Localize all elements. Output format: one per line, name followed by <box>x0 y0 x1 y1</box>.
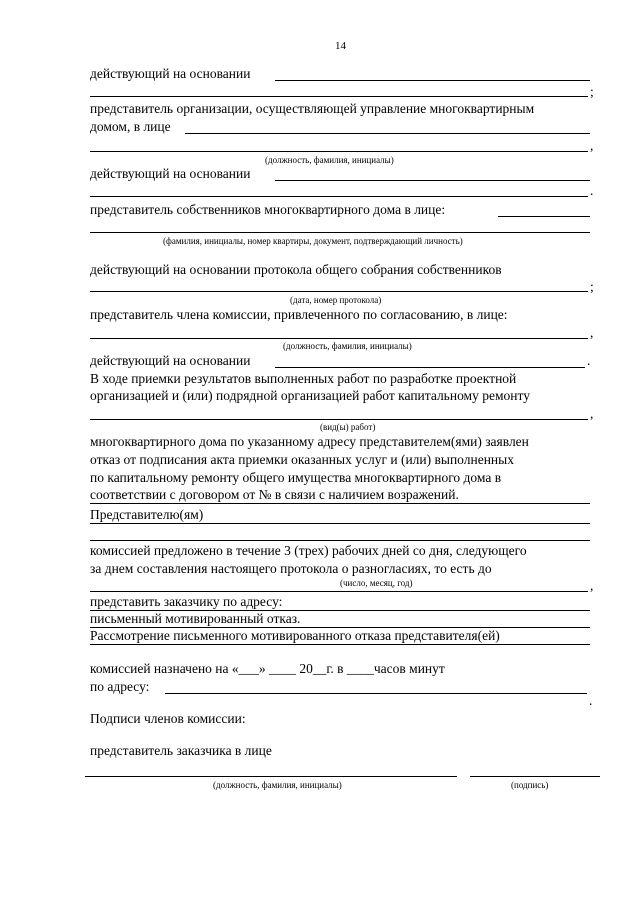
line-basis-2: действующий на основании <box>90 166 251 181</box>
caption-date: (число, месяц, год) <box>340 578 413 588</box>
punct: , <box>590 406 594 421</box>
blank-line <box>185 133 590 134</box>
blank-line <box>90 591 588 592</box>
blank-line <box>90 644 590 645</box>
blank-line <box>90 523 590 524</box>
punct: , <box>590 138 594 153</box>
line-signatures-title: Подписи членов комиссии: <box>90 711 246 726</box>
caption-owner-details: (фамилия, инициалы, номер квартиры, документ, подтверждающий личность) <box>163 236 463 246</box>
line-by-address: по адресу: <box>90 679 150 694</box>
para-refusal-1: многоквартирного дома по указанному адресу представителем(ями) заявлен <box>90 434 529 449</box>
line-owners-rep: представитель собственников многоквартирного дома в лице: <box>90 202 446 217</box>
line-basis-3: действующий на основании <box>90 353 251 368</box>
punct: . <box>589 693 593 708</box>
blank-line <box>165 693 587 694</box>
punct: , <box>590 578 594 593</box>
para-refusal-4: соответствии с договором от № в связи с наличием возражений. <box>90 487 459 502</box>
line-customer-rep: представитель заказчика в лице <box>90 743 272 758</box>
blank-line <box>90 96 588 97</box>
blank-line <box>90 540 590 541</box>
line-org-rep: представитель организации, осуществляющей управление многоквартирным <box>90 101 535 116</box>
punct: . <box>587 353 591 368</box>
signature-line <box>470 776 600 777</box>
blank-line <box>498 216 590 217</box>
para-proposal-1: комиссией предложено в течение 3 (трех) рабочих дней со дня, следующего <box>90 543 527 558</box>
page-number: 14 <box>335 40 346 52</box>
para-acceptance-2: организацией и (или) подрядной организацией работ капитальному ремонту <box>90 388 530 403</box>
caption-position-name: (должность, фамилия, инициалы) <box>283 341 412 351</box>
signature-name-line <box>85 776 457 777</box>
line-written-refusal: письменный мотивированный отказ. <box>90 611 301 626</box>
line-representatives: Представителю(ям) <box>90 507 204 522</box>
para-refusal-3: по капитальному ремонту общего имущества многоквартирного дома в <box>90 470 502 485</box>
blank-line <box>90 419 588 420</box>
blank-line <box>90 232 590 233</box>
caption-signature: (подпись) <box>511 780 549 790</box>
blank-line <box>90 196 588 197</box>
para-proposal-2: за днем составления настоящего протокола о разногласиях, то есть до <box>90 561 492 576</box>
line-house-person: домом, в лице <box>90 119 171 134</box>
punct: , <box>590 325 594 340</box>
blank-line <box>90 503 590 504</box>
caption-position-name: (должность, фамилия, инициалы) <box>213 780 342 790</box>
para-refusal-2: отказ от подписания акта приемки оказанных услуг и (или) выполненных <box>90 452 514 467</box>
line-basis-protocol: действующий на основании протокола общего собрания собственников <box>90 262 502 277</box>
para-acceptance-1: В ходе приемки результатов выполненных работ по разработке проектной <box>90 371 517 386</box>
line-consideration: Рассмотрение письменного мотивированного отказа представителя(ей) <box>90 628 500 643</box>
blank-line <box>275 80 590 81</box>
punct: ; <box>590 279 594 294</box>
caption-protocol: (дата, номер протокола) <box>290 295 382 305</box>
caption-position-name: (должность, фамилия, инициалы) <box>265 155 394 165</box>
line-scheduled: комиссией назначено на «___» ____ 20__г. в ____часов минут <box>90 661 445 676</box>
punct: . <box>590 183 594 198</box>
punct: ; <box>590 84 594 99</box>
blank-line <box>90 151 588 152</box>
blank-line <box>275 180 590 181</box>
line-submit-address: представить заказчику по адресу: <box>90 594 283 609</box>
line-basis-1: действующий на основании <box>90 66 251 81</box>
blank-line <box>90 338 588 339</box>
blank-line <box>275 367 585 368</box>
line-commission-member: представитель члена комиссии, привлеченного по согласованию, в лице: <box>90 307 508 322</box>
caption-work-types: (вид(ы) работ) <box>320 422 376 432</box>
blank-line <box>90 291 588 292</box>
